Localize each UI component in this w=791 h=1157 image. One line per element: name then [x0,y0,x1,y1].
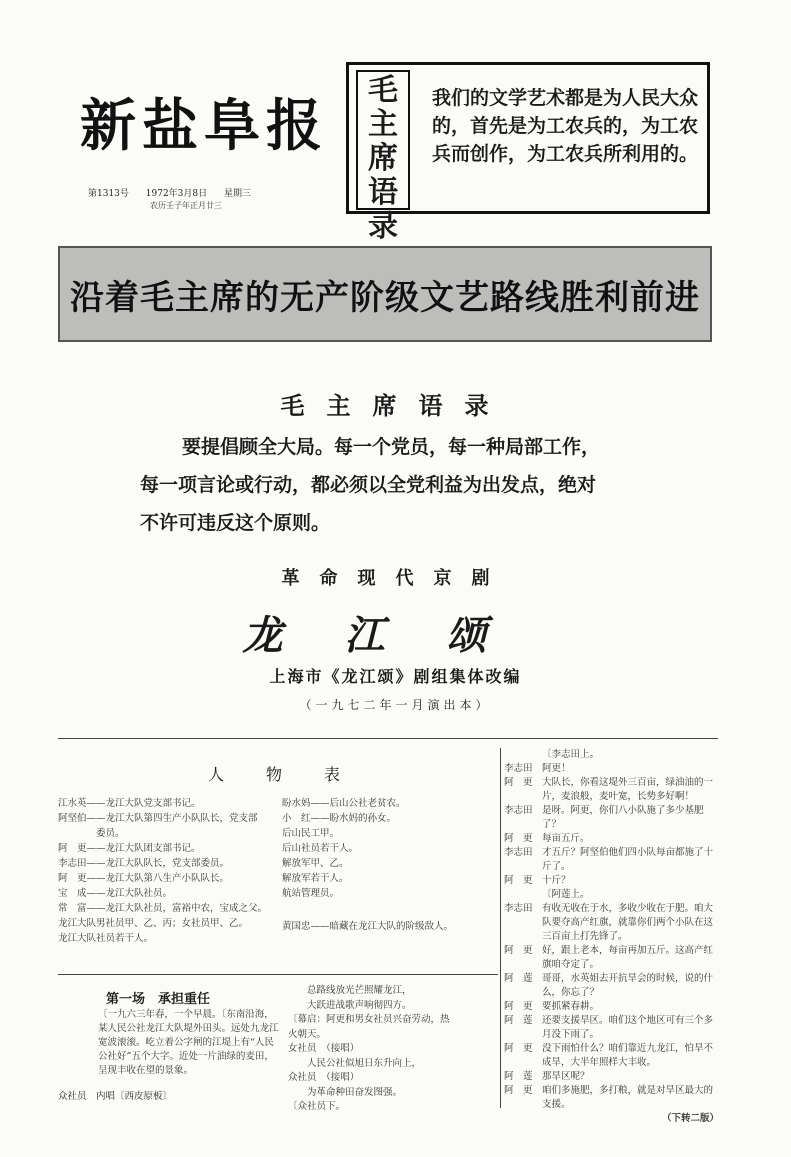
script-right-column [504,748,719,1126]
cast-title: 人物表 [208,765,383,784]
issue-weekday: 星期三 [224,189,252,199]
dialogue-row [504,902,719,944]
dialogue-row [504,944,719,972]
cast-entry: 委员。 [58,828,125,839]
cast-entry: 黄国忠——暗藏在龙江大队的阶级敌人。 [282,921,454,932]
script-line: 大跃进战歌声响彻四方。 [288,999,412,1011]
quote2-heading: 毛主席语录 [280,392,511,420]
dialogue-text: 那旱区呢？ [542,1071,590,1082]
dialogue-row [504,776,719,804]
cast-entry: 宝 成——龙江大队社员。 [58,888,173,899]
dialogue-text: 阿更！ [542,763,571,774]
dialogue-text: 大队长，你看这堤外三百亩，绿油油的一片，麦浪般，麦叶宽，长势多好啊！ [542,777,714,802]
quote-label-text: 毛主席语录 [368,73,398,244]
dialogue-text: 每亩五斤。 [542,833,590,844]
dialogue-text: 要抓紧春耕。 [542,1001,600,1012]
quote2-line: 不许可违反这个原则。 [140,512,331,534]
speaker: 李志田 [504,903,533,914]
quote-box-label [356,70,410,244]
dialogue-text: 有收无收在于水，多收少收在于肥。咱大队要夺高产红旗，就靠你们两个小队在这三百亩上打先锋了。 [542,903,714,942]
issue-info [88,186,265,199]
scene-middle-column [288,984,493,1115]
speaker: 李志田 [504,847,533,858]
dialogue-row [504,1084,719,1112]
quote2-line: 每一项言论或行动，都必须以全党利益为出发点，绝对 [140,474,597,496]
speaker: 阿 更 [504,1001,533,1012]
speaker: 阿 更 [504,945,533,956]
scene-title: 第一场 承担重任 [106,992,211,1007]
dialogue-row [504,1000,719,1014]
quote2-body [140,428,660,542]
speaker [504,748,542,762]
dialogue-row [504,1042,719,1070]
script-line: 人民公社似旭日东升向上， [288,1057,422,1069]
script-line: 为革命种田奋发图强。 [288,1086,403,1098]
issue-number: 第1313号 [88,189,129,199]
dialogue-row [504,972,719,1000]
scene-chorus-line: 众社员 内唱〔西皮原板〕 [58,1091,173,1102]
divider [58,974,498,975]
script-line: 总路线放光芒照耀龙江， [288,985,412,996]
cast-entry: 阿坚伯——龙江大队第四生产小队队长，党支部 [58,813,258,824]
cast-entry: 常 富——龙江大队社员，富裕中农，宝成之父。 [58,903,268,914]
cast-entry: 阿 更——龙江大队团支部书记。 [58,843,201,854]
script-line: 众社员 （接唱） [288,1072,360,1083]
speaker: 阿 莲 [504,1015,533,1026]
masthead-title: 新盐阜报 [80,94,328,159]
script-line: 火朝天。 [288,1028,327,1040]
dialogue-text: 没下雨怕什么？咱们靠近九龙江，怕旱不成旱，大半年照样大丰收。 [542,1043,714,1068]
dialogue-row [504,1070,719,1084]
speaker: 阿 莲 [504,973,533,984]
speaker: 李志田 [504,763,533,774]
continued-note: （下转二版） [661,1113,719,1124]
cast-entry: 李志田——龙江大队队长，党支部委员。 [58,858,230,869]
play-title: 龙江颂 [242,613,549,659]
speaker [504,888,542,902]
cast-entry: 盼水妈——后山公社老贫农。 [282,798,406,809]
dialogue-row [504,762,719,776]
cast-column-2 [282,796,492,934]
cast-entry: 后山民工甲。 [282,828,340,839]
cast-entry: 小 红——盼水妈的孙女。 [282,813,397,824]
cast-entry: 后山社员若干人。 [282,843,359,854]
cast-entry: 阿 更——龙江大队第八生产小队队长。 [58,873,230,884]
play-adapted-by: 上海市《龙江颂》剧组集体改编 [269,667,522,686]
speaker: 李志田 [504,805,533,816]
speaker: 阿 更 [504,875,533,886]
dialogue-text: 咱们多施肥，多打粮，就是对旱区最大的支援。 [542,1085,714,1110]
cast-entry: 航站管理员。 [282,888,340,899]
script-line: 〔众社员下。 [288,1101,346,1112]
headline: 沿着毛主席的无产阶级文艺路线胜利前进 [70,278,700,318]
dialogue-text: 还要支援旱区。咱们这个地区可有三个多月没下雨了。 [542,1015,714,1040]
lunar-date: 农历壬子年正月廿三 [150,201,222,210]
cast-entry: 龙江大队社员若干人。 [58,933,154,944]
cast-entry: 解放军甲、乙。 [282,858,349,869]
cast-entry: 江水英——龙江大队党支部书记。 [58,798,201,809]
issue-date: 1972年3月8日 [145,189,208,199]
dialogue-row [504,804,719,832]
dialogue-text: 才五斤？阿坚伯他们四小队每亩都施了十斤了。 [542,847,714,872]
dialogue-row [504,1014,719,1042]
cast-entry: 龙江大队男社员甲、乙、丙；女社员甲、乙。 [58,918,249,929]
dialogue-text: 〔阿莲上。 [542,889,590,900]
dialogue-text: 好，跟上老本，每亩再加五斤。这高产红旗咱夺定了。 [542,945,714,970]
script-line: 〔幕启：阿更和男女社员兴奋劳动，热 [288,1014,450,1025]
scene-stage-directions: 〔一九六三年春，一个早晨。〔东南沿海，某人民公社龙江大队堤外田头。远处九龙江宽波滚滚。屹立着公字闸的江堤上有“人民公社好”五个大字。近处一片油绿的麦田，呈现丰收在望的景象。 [98,1009,279,1076]
dialogue-text: 〔李志田上。 [542,749,600,760]
cast-column-1 [58,796,278,946]
play-genre: 革命现代京剧 [281,568,510,589]
speaker: 阿 更 [504,833,533,844]
dialogue-text: 哥哥，水英姐去开抗旱会的时候，说的什么，你忘了？ [542,973,714,998]
script-line: 女社员 （接唱） [288,1043,360,1054]
speaker: 阿 更 [504,1085,533,1096]
speaker: 阿 莲 [504,1071,533,1082]
dialogue-text: 是呀。阿更，你们八小队施了多少基肥了？ [542,805,704,830]
dialogue-row [504,748,719,762]
quote2-line: 要提倡顾全大局。每一个党员，每一种局部工作， [182,436,601,458]
speaker: 阿 更 [504,1043,533,1054]
dialogue-row [504,846,719,874]
dialogue-row [504,888,719,902]
dialogue-text: 十斤？ [542,875,571,886]
divider [58,738,718,739]
dialogue-row [504,832,719,846]
cast-entry: 解放军若干人。 [282,873,349,884]
dialogue-row [504,874,719,888]
column-divider [500,748,501,1108]
speaker: 阿 更 [504,777,533,788]
quote-box-text: 我们的文学艺术都是为人民大众的，首先是为工农兵的，为工农兵而创作，为工农兵所利用的。 [432,87,699,165]
play-edition: （一九七二年一月演出本） [299,698,492,712]
